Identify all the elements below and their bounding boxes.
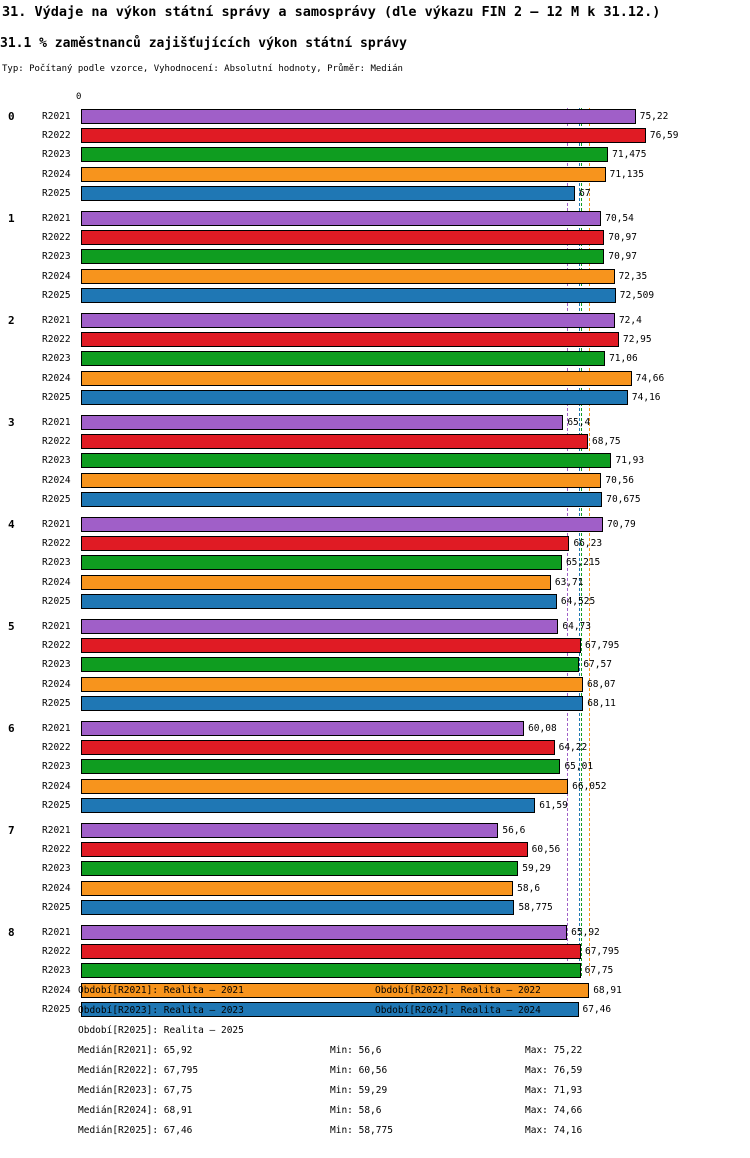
chart-row [0,758,750,777]
chart-group [0,822,750,924]
bar-value-label: 60,08 [528,723,557,734]
chart-row [0,433,750,452]
series-label: R2022 [42,538,71,550]
bar-value-label: 70,97 [608,232,637,244]
bar-track [81,516,750,535]
chart-row [0,618,750,637]
series-label: R2024 [42,168,71,180]
legend-stats-row [0,1085,750,1105]
bar-track [81,287,750,306]
legend-median: Medián[R2022]: 67,795 [78,1065,199,1076]
bar[interactable] [81,128,646,143]
bar-value-label: 58,775 [518,901,553,913]
chart-group [0,108,750,210]
series-label: R2022 [42,232,71,244]
bar-track [81,758,750,777]
chart-row [0,516,750,535]
bar-value-label: 67,57 [583,659,612,671]
bar[interactable] [81,944,581,959]
bar[interactable] [81,517,603,532]
chart-row [0,676,750,695]
bar[interactable] [81,740,555,755]
bar-track [81,535,750,554]
bar-track [81,574,750,593]
series-label: R2021 [42,519,71,530]
bar[interactable] [81,230,604,245]
bar-value-label: 67,75 [584,965,614,977]
chart-row [0,472,750,491]
bar-track [81,312,750,331]
legend-period-row [0,1025,750,1045]
bar-track [81,899,750,918]
chart-groups [0,108,750,1026]
bar-track [81,127,750,146]
bar-track [81,414,750,433]
series-label: R2025 [42,799,71,811]
chart-row [0,656,750,675]
chart-row [0,331,750,350]
chart-row [0,108,750,127]
bar[interactable] [81,473,601,488]
legend-max: Max: 71,93 [525,1085,583,1096]
bar-track [81,146,750,165]
bar-track [81,331,750,350]
bar-track [81,491,750,510]
bar[interactable] [81,861,518,876]
chart-row [0,287,750,306]
bar[interactable] [81,575,551,590]
bar[interactable] [81,332,619,347]
bar[interactable] [81,492,602,507]
series-label: R2021 [42,927,71,938]
bar-track [81,248,750,267]
bar-value-label: 68,91 [593,984,622,996]
bar-track [81,268,750,287]
chart-row [0,720,750,739]
chart-row [0,822,750,841]
legend-period-row [0,985,750,1005]
bar-track [81,656,750,675]
bar[interactable] [81,759,560,774]
bar[interactable] [81,249,604,264]
chart-row [0,370,750,389]
bar-track [81,637,750,656]
bar-track [81,229,750,248]
series-label: R2022 [42,640,71,652]
bar[interactable] [81,657,579,672]
bar[interactable] [81,619,558,634]
series-label: R2024 [42,474,71,486]
chart-row [0,637,750,656]
bar-value-label: 72,95 [623,334,652,346]
chart-row [0,229,750,248]
bar[interactable] [81,313,615,328]
series-label: R2022 [42,946,71,958]
bar-value-label: 59,29 [522,863,551,875]
series-label: R2021 [42,723,71,734]
series-label: R2024 [42,678,71,690]
series-label: R2021 [42,213,71,224]
bar-value-label: 70,79 [607,519,636,530]
bar-value-label: 76,59 [649,130,679,142]
series-label: R2022 [42,436,71,448]
chart-row [0,593,750,612]
bar-track [81,472,750,491]
chart-group [0,210,750,312]
series-label: R2024 [42,882,71,894]
chart-row [0,841,750,860]
bar-value-label: 64,22 [558,742,588,754]
series-label: R2021 [42,111,71,122]
legend-max: Max: 76,59 [525,1065,583,1076]
bar-value-label: 70,56 [605,474,634,486]
legend-period: Období[R2024]: Realita – 2024 [375,1005,541,1016]
series-label: R2021 [42,315,71,326]
legend-period: Období[R2023]: Realita – 2023 [78,1005,244,1016]
chart-row [0,350,750,369]
chart-row [0,491,750,510]
series-label: R2024 [42,780,71,792]
bar-track [81,778,750,797]
chart-row [0,248,750,267]
bar[interactable] [81,798,535,813]
legend-min: Min: 58,6 [330,1105,382,1116]
legend-period: Období[R2025]: Realita – 2025 [78,1025,244,1036]
bar[interactable] [81,371,632,386]
series-label: R2023 [42,965,71,977]
bar-value-label: 66,052 [572,780,607,792]
legend-stats-row [0,1125,750,1145]
bar[interactable] [81,779,568,794]
series-label: R2023 [42,455,71,467]
chart-group [0,720,750,822]
chart-group [0,516,750,618]
bar-value-label: 68,07 [587,678,616,690]
group-label: 7 [8,824,15,837]
bar-track [81,554,750,573]
bar[interactable] [81,900,514,915]
chart-row [0,166,750,185]
bar-value-label: 71,135 [609,168,644,180]
bar[interactable] [81,555,562,570]
bar[interactable] [81,211,601,226]
bar-value-label: 70,675 [606,493,641,505]
bar[interactable] [81,390,628,405]
bar-value-label: 63,71 [554,576,584,588]
bar-value-label: 66,23 [573,538,603,550]
bar-track [81,618,750,637]
series-label: R2025 [42,697,71,709]
legend-median: Medián[R2023]: 67,75 [78,1085,193,1096]
bar-value-label: 70,54 [605,213,634,224]
bar-value-label: 75,22 [639,111,669,122]
series-label: R2022 [42,334,71,346]
chart-row [0,899,750,918]
series-label: R2023 [42,761,71,773]
group-label: 2 [8,314,15,327]
series-label: R2025 [42,595,71,607]
chart-row [0,797,750,816]
bar[interactable] [81,147,608,162]
series-label: R2024 [42,984,71,996]
series-label: R2025 [42,493,71,505]
bar[interactable] [81,288,616,303]
bar-track [81,822,750,841]
bar[interactable] [81,536,569,551]
bar[interactable] [81,415,563,430]
bar-value-label: 67 [579,187,591,199]
bar-track [81,350,750,369]
series-label: R2023 [42,863,71,875]
group-label: 5 [8,620,15,633]
series-label: R2023 [42,251,71,263]
bar-value-label: 72,4 [618,315,642,326]
group-label: 3 [8,416,15,429]
bar-value-label: 65,4 [567,417,591,428]
group-label: 8 [8,926,15,939]
chart-row [0,127,750,146]
bar[interactable] [81,269,615,284]
bar-track [81,797,750,816]
bar[interactable] [81,351,605,366]
bar[interactable] [81,434,588,449]
bar-value-label: 72,35 [618,270,648,282]
legend-period-row [0,1005,750,1025]
legend-min: Min: 59,29 [330,1085,388,1096]
bar-value-label: 56,6 [502,825,526,836]
bar[interactable] [81,638,581,653]
chart-row [0,574,750,593]
chart-row [0,924,750,943]
page-title: 31. Výdaje na výkon státní správy a samosprávy (dle výkazu FIN 2 – 12 M k 31.12.) [2,4,661,20]
bar-value-label: 74,16 [631,391,661,403]
bar[interactable] [81,842,528,857]
legend-period: Období[R2022]: Realita – 2022 [375,985,541,996]
bar-track [81,739,750,758]
bar-track [81,720,750,739]
chart-row [0,880,750,899]
group-label: 0 [8,110,15,123]
series-label: R2025 [42,187,71,199]
chart-row [0,962,750,981]
legend-median: Medián[R2024]: 68,91 [78,1105,193,1116]
legend-stats-row [0,1045,750,1065]
chart-legend [0,985,750,1145]
bar-value-label: 60,56 [531,844,561,856]
bar-track [81,108,750,127]
chart-row [0,943,750,962]
chart-meta: Typ: Počítaný podle vzorce, Vyhodnocení: Absolutní hodnoty, Průměr: Medián [2,64,403,74]
series-label: R2023 [42,659,71,671]
bar-track [81,370,750,389]
series-label: R2025 [42,1003,71,1015]
bar-value-label: 64,525 [560,595,596,607]
series-label: R2025 [42,901,71,913]
series-label: R2025 [42,391,71,403]
bar-value-label: 72,509 [619,289,655,301]
series-label: R2024 [42,372,71,384]
bar-value-label: 64,73 [562,621,591,632]
bar[interactable] [81,594,557,609]
bar-track [81,943,750,962]
chart-group [0,414,750,516]
chart-row [0,860,750,879]
chart-row [0,414,750,433]
bar[interactable] [81,677,583,692]
bar-value-label: 61,59 [539,799,568,811]
legend-stats-row [0,1065,750,1085]
chart-row [0,146,750,165]
bar-value-label: 67,795 [584,946,620,958]
legend-min: Min: 60,56 [330,1065,388,1076]
bar-value-label: 71,06 [609,353,638,365]
chart-row [0,554,750,573]
series-label: R2022 [42,742,71,754]
series-label: R2021 [42,621,71,632]
chart-row [0,778,750,797]
bar[interactable] [81,721,524,736]
legend-period: Období[R2021]: Realita – 2021 [78,985,244,996]
series-label: R2024 [42,576,71,588]
bar-value-label: 67,46 [582,1003,612,1015]
bar-track [81,924,750,943]
bar-track [81,962,750,981]
bar[interactable] [81,453,611,468]
bar-value-label: 65,215 [565,557,601,569]
bar-track [81,433,750,452]
group-label: 4 [8,518,15,531]
bar-value-label: 67,795 [584,640,620,652]
bar-track [81,841,750,860]
bar-value-label: 74,66 [635,372,665,384]
bar-track [81,210,750,229]
bar-track [81,695,750,714]
series-label: R2021 [42,417,71,428]
bar[interactable] [81,186,575,201]
bar-track [81,389,750,408]
bar[interactable] [81,963,581,978]
bar-value-label: 58,6 [517,882,541,894]
bar[interactable] [81,881,513,896]
bar-track [81,860,750,879]
bar-track [81,593,750,612]
chart-row [0,695,750,714]
legend-stats-row [0,1105,750,1125]
bar-value-label: 65,01 [564,761,594,773]
legend-median: Medián[R2021]: 65,92 [78,1045,193,1056]
legend-median: Medián[R2025]: 67,46 [78,1125,193,1136]
bar-value-label: 70,97 [608,251,637,263]
group-label: 6 [8,722,15,735]
legend-max: Max: 74,66 [525,1105,583,1116]
legend-max: Max: 74,16 [525,1125,583,1136]
bar-value-label: 68,11 [587,697,616,709]
bar-track [81,166,750,185]
bar-track [81,880,750,899]
chart-row [0,185,750,204]
series-label: R2025 [42,289,71,301]
bar-value-label: 71,475 [612,149,647,161]
legend-min: Min: 56,6 [330,1045,382,1056]
bar[interactable] [81,167,606,182]
bar[interactable] [81,823,498,838]
series-label: R2023 [42,557,71,569]
series-label: R2023 [42,353,71,365]
chart-subtitle: 31.1 % zaměstnanců zajišťujících výkon státní správy [0,36,407,51]
legend-min: Min: 58,775 [330,1125,393,1136]
bar-value-label: 68,75 [592,436,621,448]
series-label: R2022 [42,130,71,142]
chart-row [0,739,750,758]
series-label: R2024 [42,270,71,282]
chart-row [0,268,750,287]
group-label: 1 [8,212,15,225]
bar-value-label: 65,92 [571,927,600,938]
chart-row [0,452,750,471]
series-label: R2021 [42,825,71,836]
bar[interactable] [81,109,636,124]
bar-track [81,452,750,471]
bar-track [81,676,750,695]
bar[interactable] [81,696,583,711]
axis-origin-label: 0 [76,92,82,102]
bar-value-label: 71,93 [615,455,645,467]
chart-row [0,312,750,331]
bar-track [81,185,750,204]
series-label: R2023 [42,149,71,161]
series-label: R2022 [42,844,71,856]
chart-group [0,312,750,414]
chart-group [0,618,750,720]
legend-max: Max: 75,22 [525,1045,583,1056]
chart-row [0,535,750,554]
bar[interactable] [81,925,567,940]
chart-row [0,210,750,229]
chart-row [0,389,750,408]
